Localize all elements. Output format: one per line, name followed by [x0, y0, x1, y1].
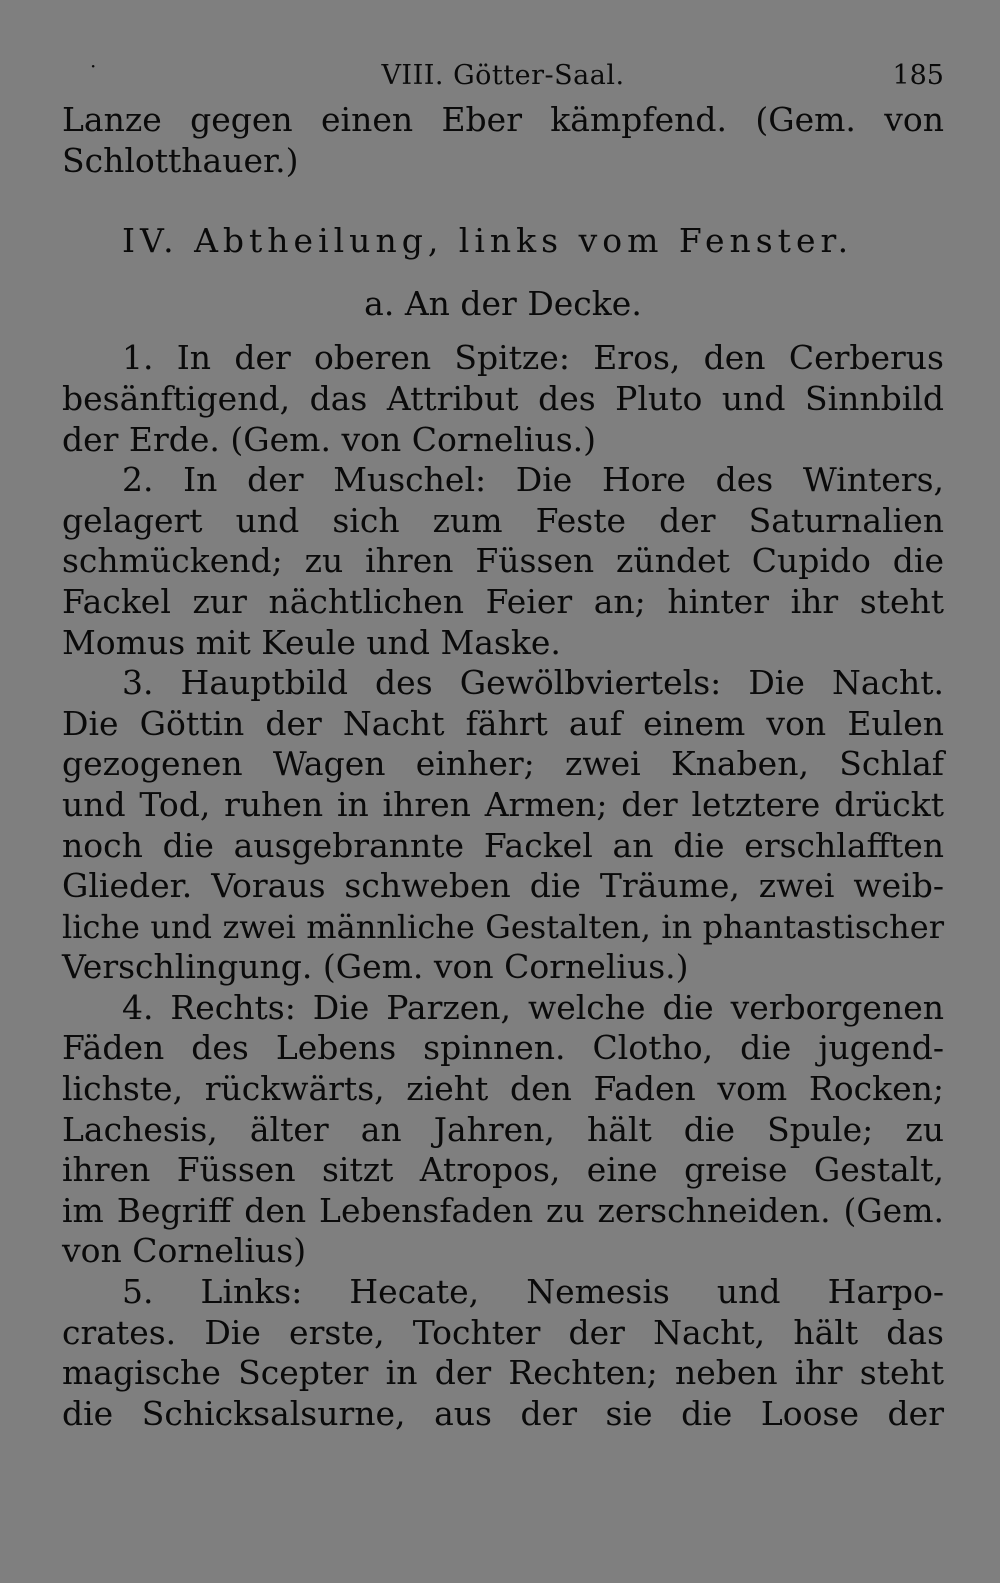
text-line: Lanze gegen einen Eber kämpfend. (Gem. von [62, 100, 944, 139]
text-line: Glieder. Voraus schweben die Träume, zwei weib- [62, 866, 944, 906]
text-line: Fackel zur nächtlichen Feier an; hinter ihr steht [62, 581, 944, 621]
text-line: magische Scepter in der Rechten; neben ihr steht [62, 1353, 944, 1393]
text-line: der Erde. (Gem. von Cornelius.) [62, 419, 597, 459]
running-header [62, 52, 944, 100]
text-line: 4. Rechts: Die Parzen, welche die verborgenen [122, 987, 944, 1027]
text-line: die Schicksalsurne, aus der sie die Loose der [62, 1393, 944, 1433]
section-gap [62, 181, 944, 221]
subsection-heading: a. An der Decke. [364, 283, 642, 323]
text-line: lichste, rückwärts, zieht den Faden vom Rocken; [62, 1069, 944, 1109]
text-line: Fäden des Lebens spinnen. Clotho, die jugend- [62, 1028, 944, 1068]
text-line: 5. Links: Hecate, Nemesis und Harpo- [122, 1272, 944, 1312]
text-line: Schlotthauer.) [62, 140, 299, 180]
header-title: VIII. Götter-Saal. [381, 60, 625, 91]
text-line: und Tod, ruhen in ihren Armen; der letztere drückt [62, 784, 944, 824]
text-line: noch die ausgebrannte Fackel an die erschlafften [62, 825, 944, 865]
text-line: crates. Die erste, Tochter der Nacht, hält das [62, 1312, 944, 1352]
book-page [62, 52, 944, 1434]
text-line: im Begriff den Lebensfaden zu zerschneiden. (Gem. [62, 1190, 944, 1230]
text-line: gezogenen Wagen einher; zwei Knaben, Schlaf [62, 744, 944, 784]
text-line: Lachesis, älter an Jahren, hält die Spule; zu [62, 1109, 944, 1149]
header-mark: · [90, 54, 97, 78]
text-line: von Cornelius) [62, 1231, 307, 1271]
text-line: 2. In der Muschel: Die Hore des Winters, [122, 460, 944, 500]
text-line: liche und zwei männliche Gestalten, in phantastischer [62, 907, 944, 946]
text-line: schmückend; zu ihren Füssen zündet Cupido die [62, 541, 944, 581]
text-line: ihren Füssen sitzt Atropos, eine greise Gestalt, [62, 1150, 944, 1190]
text-line: gelagert und sich zum Feste der Saturnalien [62, 500, 944, 540]
text-line: Momus mit Keule und Maske. [62, 622, 561, 662]
text-line: Die Göttin der Nacht fährt auf einem von Eulen [62, 703, 944, 743]
section-gap [62, 262, 944, 284]
section-gap [62, 324, 944, 338]
text-line: 1. In der oberen Spitze: Eros, den Cerberus [122, 338, 944, 378]
page-number: 185 [892, 60, 944, 91]
text-line: 3. Hauptbild des Gewölbviertels: Die Nacht. [122, 663, 944, 703]
section-heading: IV. Abtheilung, links vom Fenster. [122, 221, 854, 261]
text-line: besänftigend, das Attribut des Pluto und Sinnbild [62, 378, 944, 418]
text-line: Verschlingung. (Gem. von Cornelius.) [62, 947, 689, 987]
